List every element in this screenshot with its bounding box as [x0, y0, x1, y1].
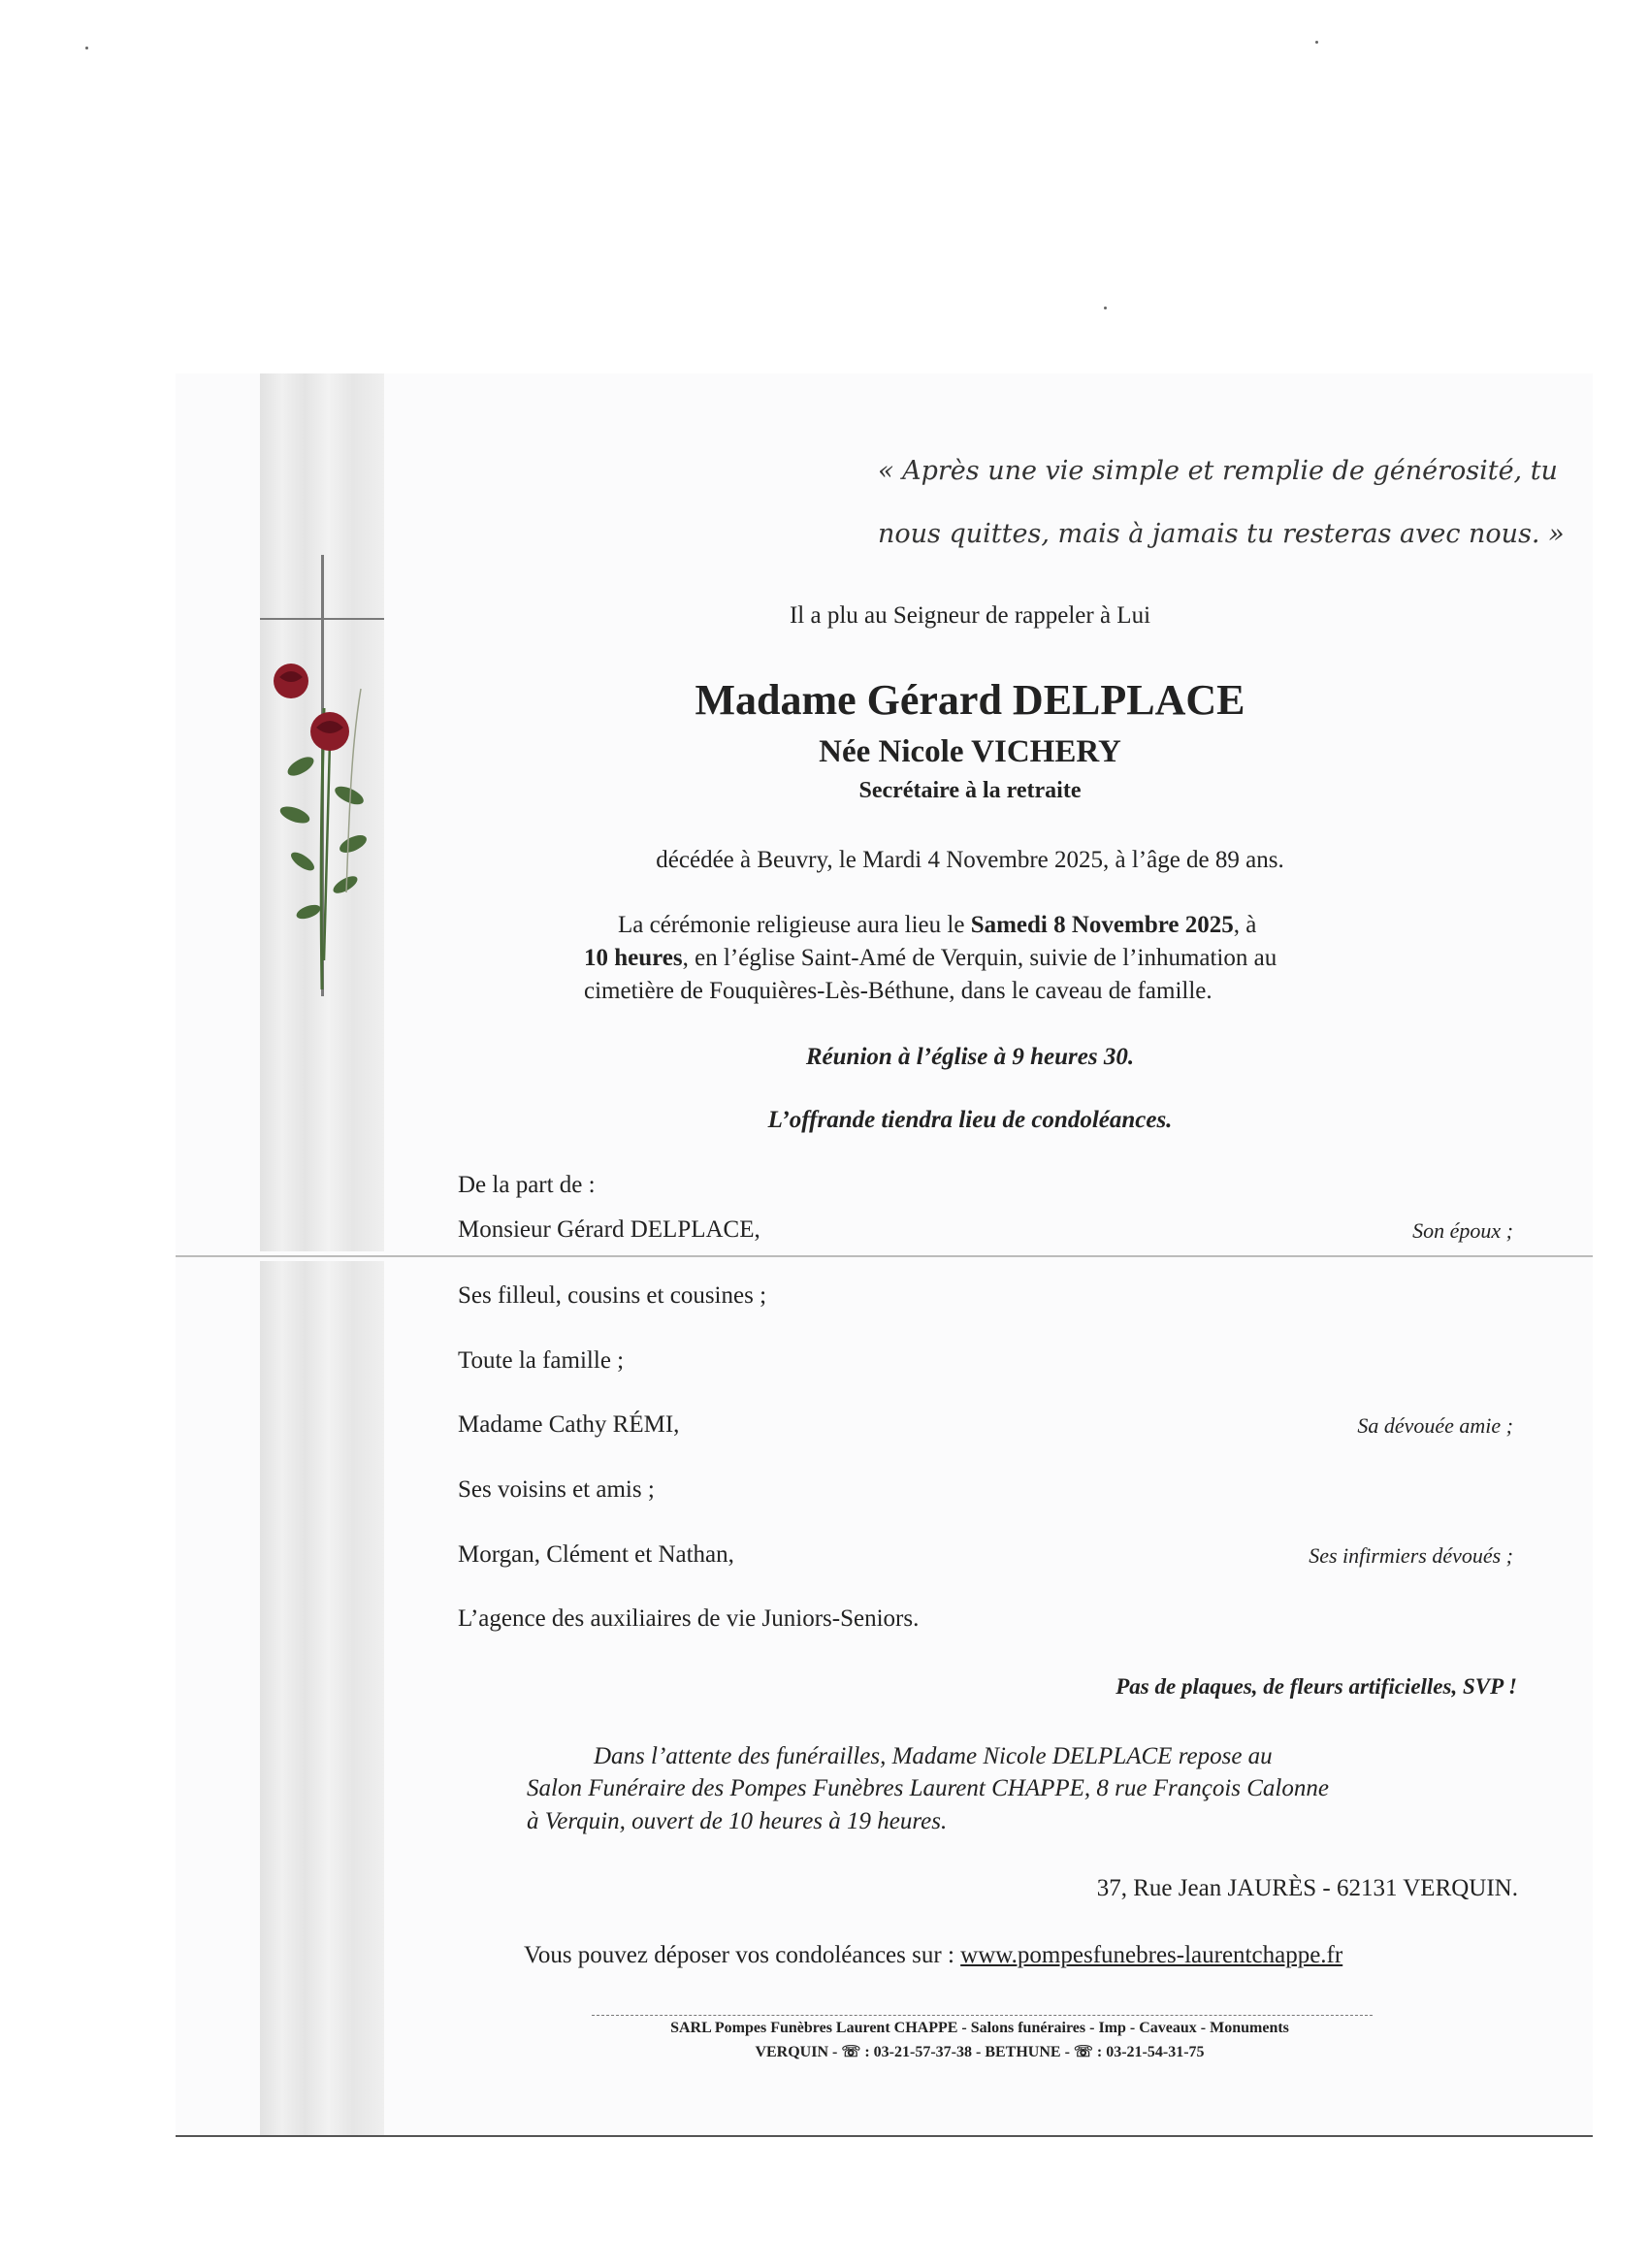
ceremony-suffix: , à: [1233, 912, 1257, 938]
scan-speck: [85, 47, 88, 49]
footer-company-line: SARL Pompes Funèbres Laurent CHAPPE - Salons funéraires - Imp - Caveaux - Monuments: [670, 2020, 1289, 2036]
from-label: De la part de :: [458, 1172, 596, 1198]
intro-text: Il a plu au Seigneur de rappeler à Lui: [789, 602, 1151, 629]
maiden-name: Née Nicole VICHERY: [819, 734, 1121, 769]
family-member-name: Toute la famille ;: [458, 1347, 625, 1374]
cross-icon-horizontal: [260, 618, 384, 620]
meeting-notice: Réunion à l’église à 9 heures 30.: [805, 1044, 1135, 1070]
ceremony-time: 10 heures: [584, 945, 683, 971]
rest-notice-line-2: Salon Funéraire des Pompes Funèbres Laurent CHAPPE, 8 rue François Calonne: [527, 1775, 1329, 1801]
condolences-label: Vous pouvez déposer vos condoléances sur :: [524, 1942, 961, 1968]
ceremony-line-1: [618, 912, 1256, 939]
rest-notice-line-1: Dans l’attente des funérailles, Madame Nicole DELPLACE repose au: [594, 1743, 1273, 1769]
family-member-name: Madame Cathy RÉMI,: [458, 1411, 680, 1438]
family-member-name: Ses voisins et amis ;: [458, 1476, 655, 1503]
ceremony-prefix: La cérémonie religieuse aura lieu le: [618, 912, 971, 938]
no-plaques-notice: Pas de plaques, de fleurs artificielles, SVP !: [1116, 1674, 1517, 1699]
ceremony-line-3: cimetière de Fouquières-Lès-Béthune, dans le caveau de famille.: [584, 978, 1212, 1004]
death-notice: décédée à Beuvry, le Mardi 4 Novembre 2025, à l’âge de 89 ans.: [656, 847, 1284, 873]
family-member-relation: Sa dévouée amie ;: [1357, 1413, 1513, 1438]
condolences-website-link[interactable]: www.pompesfunebres-laurentchappe.fr: [960, 1942, 1343, 1968]
scan-speck: [1315, 41, 1318, 44]
offering-notice: L’offrande tiendra lieu de condoléances.: [767, 1107, 1173, 1133]
fold-line: [176, 1255, 1593, 1257]
family-member-name: Morgan, Clément et Nathan,: [458, 1541, 734, 1568]
epigraph-line-1: « Après une vie simple et remplie de générosité, tu: [878, 456, 1558, 486]
deceased-name: Madame Gérard DELPLACE: [695, 676, 1245, 724]
footer-phone-line: VERQUIN - ☏ : 03-21-57-37-38 - BETHUNE - ☏ : 03-21-54-31-75: [755, 2044, 1205, 2060]
scan-speck: [1104, 307, 1107, 309]
ceremony-line-2: [584, 945, 1277, 972]
epigraph-line-2: nous quittes, mais à jamais tu resteras avec nous. »: [878, 519, 1565, 549]
rest-notice-line-3: à Verquin, ouvert de 10 heures à 19 heures.: [527, 1808, 948, 1834]
ceremony-location: , en l’église Saint-Amé de Verquin, suivie de l’inhumation au: [682, 945, 1277, 971]
family-member-name: L’agence des auxiliaires de vie Juniors-Seniors.: [458, 1605, 920, 1632]
condolences-line: [524, 1942, 1342, 1969]
occupation: Secrétaire à la retraite: [858, 778, 1082, 803]
family-member-relation: Ses infirmiers dévoués ;: [1309, 1543, 1513, 1568]
red-roses-illustration: [254, 650, 390, 999]
family-member-name: Ses filleul, cousins et cousines ;: [458, 1282, 767, 1309]
family-member-name: Monsieur Gérard DELPLACE,: [458, 1216, 760, 1243]
sheet-bottom-edge: [176, 2135, 1593, 2137]
funeral-home-address: 37, Rue Jean JAURÈS - 62131 VERQUIN.: [1096, 1875, 1518, 1901]
ceremony-date: Samedi 8 Novembre 2025: [970, 912, 1234, 938]
family-member-relation: Son époux ;: [1412, 1218, 1513, 1243]
footer-dashed-rule: [592, 2015, 1373, 2016]
